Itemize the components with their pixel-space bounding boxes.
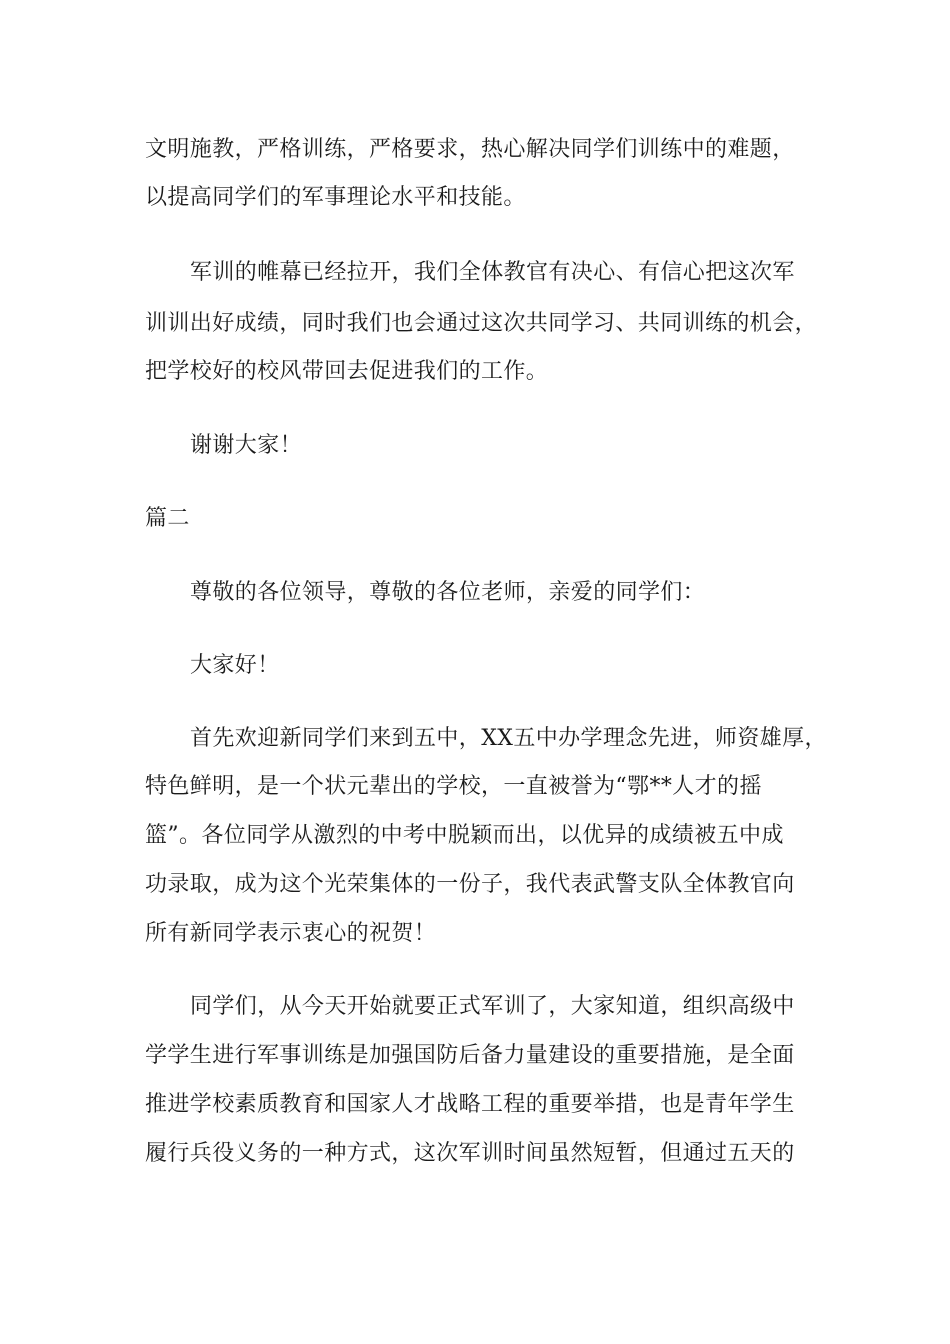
paragraph-line-11: 同学们，从今天开始就要正式军训了，大家知道，组织高级中 — [190, 994, 795, 1019]
paragraph-line-9: 功录取，成为这个光荣集体的一份子，我代表武警支队全体教官向 — [145, 872, 795, 897]
paragraph-line-6: 首先欢迎新同学们来到五中，XX五中办学理念先进，师资雄厚， — [190, 726, 827, 751]
greeting-line: 大家好！ — [190, 653, 280, 678]
paragraph-line-13: 推进学校素质教育和国家人才战略工程的重要举措，也是青年学生 — [145, 1092, 795, 1117]
paragraph-line-2: 以提高同学们的军事理论水平和技能。 — [145, 185, 526, 210]
section-heading: 篇二 — [145, 506, 190, 531]
closing-line: 谢谢大家！ — [190, 433, 303, 458]
paragraph-line-4: 训训出好成绩，同时我们也会通过这次共同学习、共同训练的机会， — [145, 311, 818, 336]
paragraph-line-14: 履行兵役义务的一种方式，这次军训时间虽然短暂，但通过五天的 — [145, 1141, 795, 1166]
salutation-line: 尊敬的各位领导，尊敬的各位老师，亲爱的同学们： — [190, 580, 706, 605]
paragraph-line-3: 军训的帷幕已经拉开，我们全体教官有决心、有信心把这次军 — [190, 260, 795, 285]
paragraph-line-12: 学学生进行军事训练是加强国防后备力量建设的重要措施，是全面 — [145, 1043, 795, 1068]
paragraph-line-10: 所有新同学表示衷心的祝贺！ — [145, 921, 437, 946]
paragraph-line-1: 文明施教，严格训练，严格要求，热心解决同学们训练中的难题， — [145, 137, 795, 162]
paragraph-line-5: 把学校好的校风带回去促进我们的工作。 — [145, 359, 549, 384]
paragraph-line-8: 篮”。各位同学从激烈的中考中脱颖而出，以优异的成绩被五中成 — [145, 823, 784, 848]
paragraph-line-7: 特色鲜明，是一个状元辈出的学校，一直被誉为“鄂**人才的摇 — [145, 774, 762, 799]
